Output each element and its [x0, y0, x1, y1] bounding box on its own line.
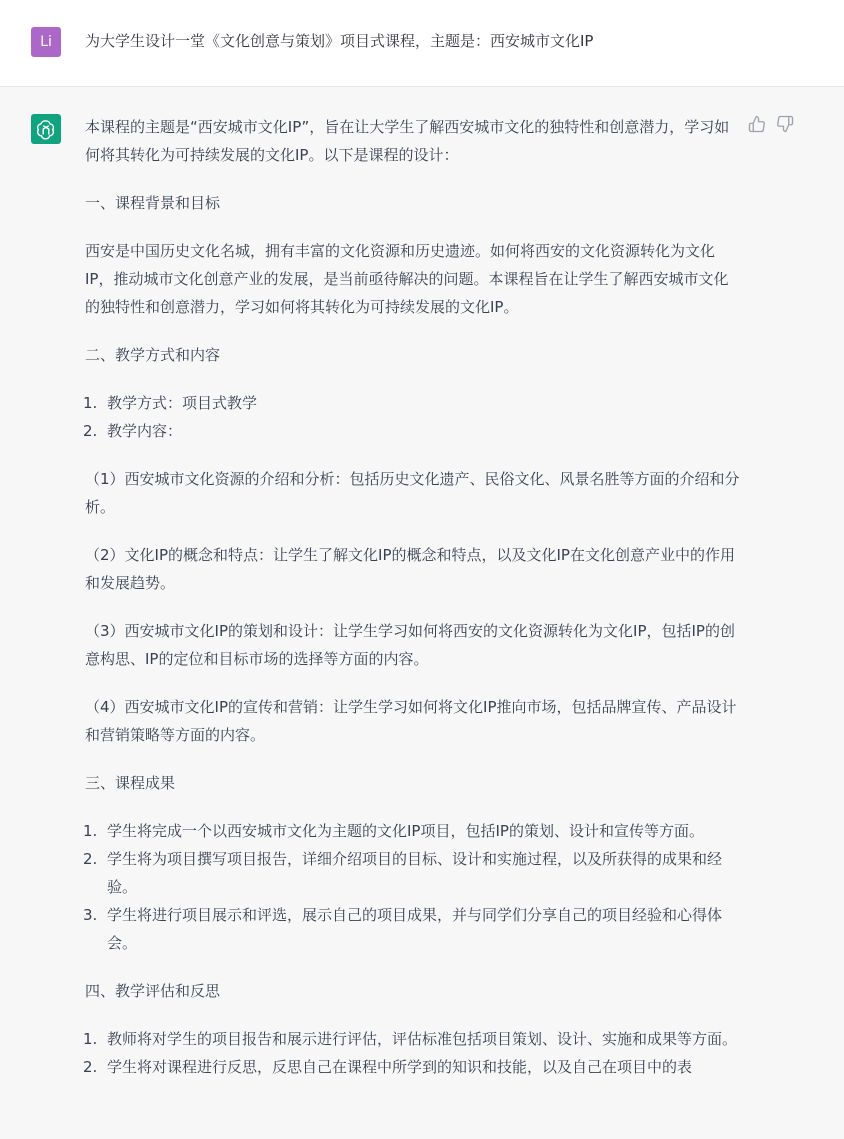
- list-item: [85, 389, 741, 417]
- assistant-avatar: [31, 114, 61, 144]
- list-number: 1.: [83, 822, 98, 840]
- sub-item: （1）西安城市文化资源的介绍和分析：包括历史文化遗产、民俗文化、风景名胜等方面的介绍和分析。: [85, 470, 740, 516]
- user-message-row: [0, 0, 844, 87]
- list-number: 2.: [83, 422, 98, 440]
- sub-item: （3）西安城市文化IP的策划和设计：让学生学习如何将西安的文化资源转化为文化IP，包括IP的创意构思、IP的定位和目标市场的选择等方面的内容。: [85, 622, 735, 668]
- user-avatar: Li: [31, 27, 61, 57]
- list-item: [85, 1053, 741, 1081]
- intro-paragraph: 本课程的主题是“西安城市文化IP”，旨在让大学生了解西安城市文化的独特性和创意潜力，学习如何将其转化为可持续发展的文化IP。以下是课程的设计：: [85, 118, 730, 164]
- sub-item: （2）文化IP的概念和特点：让学生了解文化IP的概念和特点，以及文化IP在文化创意产业中的作用和发展趋势。: [85, 546, 735, 592]
- list-item-text: 学生将对课程进行反思，反思自己在课程中所学到的知识和技能，以及自己在项目中的表: [107, 1058, 693, 1076]
- list-item: [85, 417, 741, 445]
- outcomes-list: [85, 817, 741, 957]
- list-number: 3.: [83, 906, 98, 924]
- openai-logo-icon: [35, 118, 57, 140]
- list-item-text: 教学方式：项目式教学: [107, 394, 258, 412]
- section-heading-evaluation: 四、教学评估和反思: [85, 982, 221, 1000]
- thumbs-down-icon[interactable]: [776, 115, 796, 135]
- list-item: [85, 817, 741, 845]
- section-heading-background: 一、课程背景和目标: [85, 194, 221, 212]
- list-number: 1.: [83, 1030, 98, 1048]
- list-number: 1.: [83, 394, 98, 412]
- assistant-answer: [85, 113, 741, 1101]
- list-item-text: 学生将为项目撰写项目报告，详细介绍项目的目标、设计和实施过程，以及所获得的成果和经验。: [107, 850, 723, 896]
- list-item: [85, 901, 741, 957]
- background-paragraph: 西安是中国历史文化名城，拥有丰富的文化资源和历史遗迹。如何将西安的文化资源转化为文化IP，推动城市文化创意产业的发展，是当前亟待解决的问题。本课程旨在让学生了解西安城市文化的独特性和创意潜力，学习如何将其转化为可持续发展的文化IP。: [85, 242, 729, 316]
- section-heading-teaching: 二、教学方式和内容: [85, 346, 221, 364]
- thumbs-up-icon[interactable]: [748, 115, 768, 135]
- list-item-text: 教学内容：: [107, 422, 183, 440]
- section-heading-outcomes: 三、课程成果: [85, 774, 176, 792]
- list-item: [85, 845, 741, 901]
- list-number: 2.: [83, 850, 98, 868]
- assistant-message-row: [0, 87, 844, 1139]
- sub-item: （4）西安城市文化IP的宣传和营销：让学生学习如何将文化IP推向市场，包括品牌宣传、产品设计和营销策略等方面的内容。: [85, 698, 737, 744]
- evaluation-list: [85, 1025, 741, 1081]
- list-item-text: 教师将对学生的项目报告和展示进行评估，评估标准包括项目策划、设计、实施和成果等方面。: [107, 1030, 738, 1048]
- list-item: [85, 1025, 741, 1053]
- list-item-text: 学生将进行项目展示和评选，展示自己的项目成果，并与同学们分享自己的项目经验和心得体会。: [107, 906, 723, 952]
- teaching-list: [85, 389, 741, 445]
- list-item-text: 学生将完成一个以西安城市文化为主题的文化IP项目，包括IP的策划、设计和宣传等方面。: [107, 822, 704, 840]
- user-prompt-text: 为大学生设计一堂《文化创意与策划》项目式课程，主题是：西安城市文化IP: [85, 32, 594, 50]
- list-number: 2.: [83, 1058, 98, 1076]
